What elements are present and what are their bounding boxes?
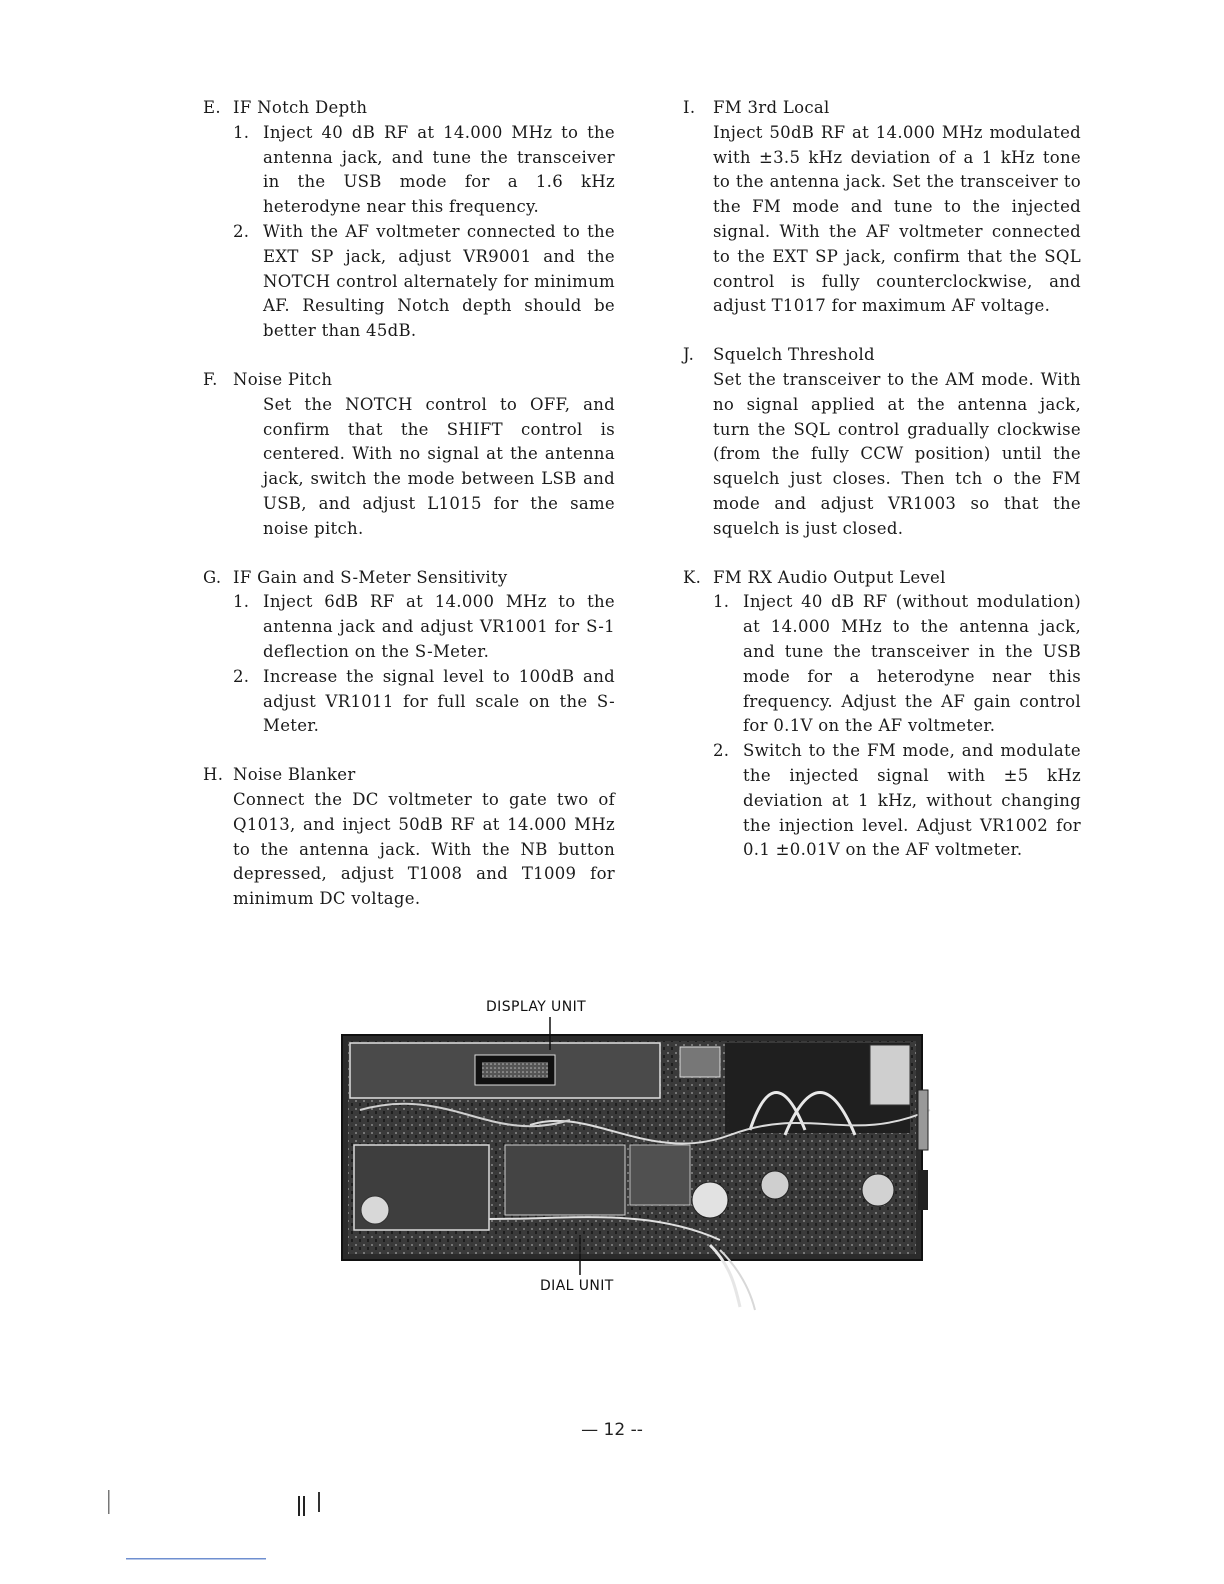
- section-body: Set the transceiver to the AM mode. With no signal applied at the antenna jack, turn the SQL control gradually clockwise (from the fully CCW position) until the squelch just closes. Then tch o the FM mode and adjust VR1003 so that the squelch is just closed.: [713, 369, 1081, 538]
- step-list: [713, 590, 1081, 863]
- section-i: [683, 96, 1081, 319]
- section-heading: [683, 96, 1081, 121]
- section-title: FM RX Audio Output Level: [713, 567, 946, 587]
- section-heading: [203, 96, 615, 121]
- page-number: — 12 --: [581, 1420, 643, 1440]
- section-heading: [683, 566, 1081, 591]
- section-h: [203, 763, 615, 912]
- section-body: Set the NOTCH control to OFF, and confirm that the SHIFT control is centered. With no signal at the antenna jack, switch the mode between LSB and USB, and adjust L1015 for the same noise pitch.: [263, 394, 615, 538]
- section-heading: [203, 368, 615, 393]
- step-text: Inject 40 dB RF (without modulation) at 14.000 MHz to the antenna jack, and tune the transceiver in the USB mode for a heterodyne near this frequency. Adjust the AF gain control for 0.1V on the AF voltmeter.: [743, 592, 1081, 736]
- step-number: 2.: [233, 221, 250, 241]
- section-j: [683, 343, 1081, 541]
- step-item: [233, 665, 615, 739]
- display-unit-label: DISPLAY UNIT: [486, 999, 587, 1015]
- left-column: [203, 96, 615, 936]
- section-letter: K.: [683, 567, 702, 587]
- step-number: 1.: [233, 592, 250, 612]
- section-letter: I.: [683, 98, 696, 117]
- chassis-photo: [330, 995, 960, 1315]
- section-f: [203, 368, 615, 542]
- step-number: 2.: [713, 741, 730, 761]
- section-letter: H.: [203, 765, 224, 785]
- right-column: [683, 96, 1081, 887]
- step-list: [233, 121, 615, 344]
- section-letter: F.: [203, 369, 218, 389]
- step-number: 1.: [233, 122, 250, 142]
- section-title: FM 3rd Local: [713, 98, 830, 117]
- section-letter: G.: [203, 567, 222, 587]
- step-item: [233, 590, 615, 664]
- section-g: [203, 566, 615, 740]
- section-letter: J.: [683, 345, 695, 365]
- section-letter: E.: [203, 98, 221, 117]
- section-title: Squelch Threshold: [713, 345, 875, 365]
- step-item: [713, 590, 1081, 739]
- step-text: Increase the signal level to 100dB and adjust VR1011 for full scale on the S-Meter.: [263, 666, 615, 736]
- step-item: [233, 220, 615, 344]
- dial-unit-label: DIAL UNIT: [540, 1278, 614, 1294]
- step-item: [233, 121, 615, 220]
- step-item: [713, 739, 1081, 863]
- section-title: Noise Blanker: [233, 765, 356, 785]
- step-text: With the AF voltmeter connected to the EXT SP jack, adjust VR9001 and the NOTCH control alternately for minimum AF. Resulting Notch depth should be better than 45dB.: [263, 221, 615, 341]
- step-number: 2.: [233, 666, 250, 686]
- section-heading: [203, 763, 615, 788]
- section-title: IF Gain and S-Meter Sensitivity: [233, 567, 508, 587]
- scan-artifacts: [0, 1480, 1224, 1584]
- chassis-photo-figure: [330, 995, 960, 1315]
- section-body: Connect the DC voltmeter to gate two of Q1013, and inject 50dB RF at 14.000 MHz to the antenna jack. With the NB button depressed, adjust T1008 and T1009 for minimum DC voltage.: [233, 789, 615, 909]
- section-k: [683, 566, 1081, 864]
- section-heading: [683, 343, 1081, 368]
- step-text: Inject 40 dB RF at 14.000 MHz to the antenna jack, and tune the transceiver in the USB mode for a 1.6 kHz heterodyne near this frequency.: [263, 122, 615, 217]
- section-body: Inject 50dB RF at 14.000 MHz modulated with ±3.5 kHz deviation of a 1 kHz tone to the antenna jack. Set the transceiver to the FM mode and tune to the injected signal. With the AF voltmeter connected to the EXT SP jack, confirm that the SQL control is fully counterclockwise, and adjust T1017 for maximum AF voltage.: [713, 122, 1081, 316]
- section-e: [203, 96, 615, 344]
- section-title: IF Notch Depth: [233, 98, 368, 117]
- section-heading: [203, 566, 615, 591]
- step-number: 1.: [713, 592, 730, 612]
- step-list: [233, 590, 615, 739]
- section-title: Noise Pitch: [233, 369, 333, 389]
- step-text: Inject 6dB RF at 14.000 MHz to the antenna jack and adjust VR1001 for S-1 deflection on the S-Meter.: [263, 592, 615, 661]
- step-text: Switch to the FM mode, and modulate the injected signal with ±5 kHz deviation at 1 kHz, without changing the injection level. Adjust VR1002 for 0.1 ±0.01V on the AF voltmeter.: [743, 741, 1081, 860]
